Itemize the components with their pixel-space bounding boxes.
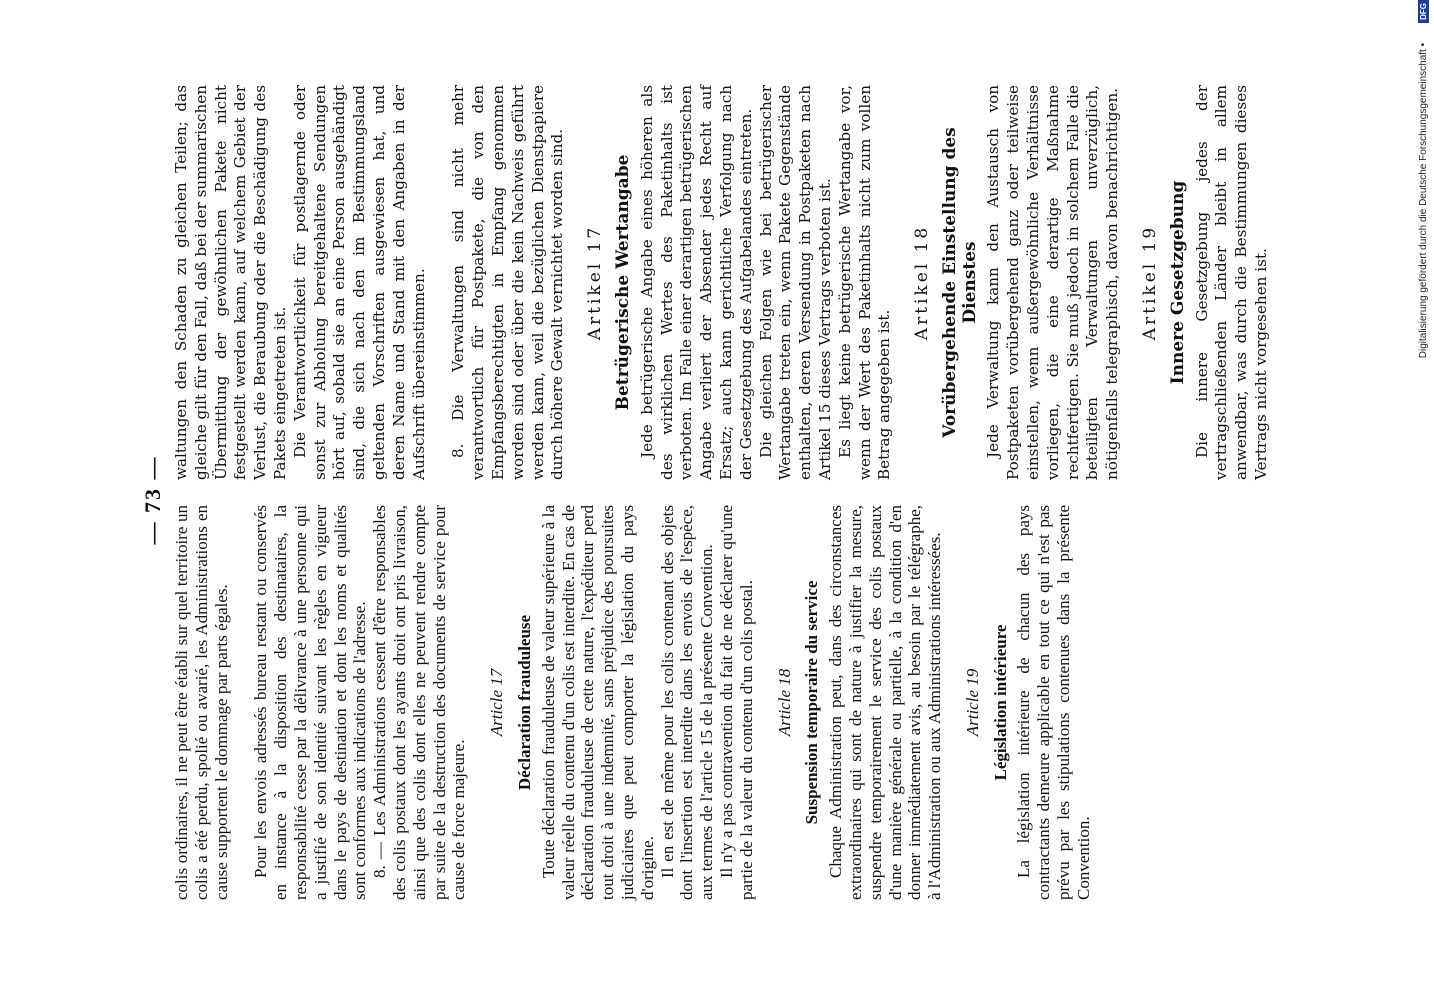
de-paragraph-continued: waltungen den Schaden zu gleichen Teilen; das gleiche gilt für den Fall, daß bei der summarischen Übermittlung der gewöhnlichen Pakete nicht festgestellt werden kann, auf welchem Gebiet der Verlust, die Beraubung oder die Beschädigung des Pakets eingetreten ist. [172, 85, 289, 480]
fr-article-17-p2: Il en est de même pour les colis contenant des objets dont l'insertion est interdite dans les envois de l'espèce, aux termes de l'article 15 de la présente Convention. [657, 505, 717, 900]
de-article-17-p3: Es liegt keine betrügerische Wertangabe vor, wenn der Wert des Paketinhalts nicht zum vollen Betrag angegeben ist. [835, 85, 894, 480]
fr-article-18-heading: Suspension temporaire du service [802, 580, 822, 825]
digitization-credit [1418, 0, 1429, 1000]
german-column [172, 85, 1272, 480]
fr-article-17-heading: Déclaration frauduleuse [514, 614, 534, 791]
fr-paragraph-continued: colis ordinaires, il ne peut être établi sur quel territoire un colis a été perdu, spolié ou avarié, les Administrations en cause supportent le dommage par parts égales. [172, 505, 231, 900]
fr-article-18-p1: Chaque Administration peut, dans des circonstances extraordinaires qui sont de nature à justifier la mesure, suspendre temporairement le service des colis postaux d'une manière générale ou partielle, à la condition d'en donner immédiatement avis, au besoin par le télégraphe, à l'Administration ou aux Administrations intéressées. [826, 505, 945, 900]
french-column [172, 505, 1094, 900]
page-number: — 73 — [140, 455, 165, 545]
de-article-17-p2: Die gleichen Folgen wie bei betrügerischer Wertangabe treten ein, wenn Pakete Gegenstände enthalten, deren Versendung in Postpaketen nach Artikel 15 dieses Vertrags verboten ist. [756, 85, 834, 480]
de-paragraph-8: 8. Die Verwaltungen sind nicht mehr verantwortlich für Postpakete, die von den Empfangsberechtigten in Empfang genommen worden sind oder über die kein Nachweis geführt werden kann, weil die bezüglichen Dienstpapiere durch höhere Gewalt vernichtet worden sind. [449, 85, 567, 480]
de-article-18-heading: Vorübergehende Einstellung des Dienstes [939, 127, 980, 438]
de-article-19-p1: Die innere Gesetzgebung jedes der vertragschließenden Länder bleibt in allem anwendbar, was durch die Bestimmungen dieses Vertrags nicht vorgesehen ist. [1192, 85, 1271, 480]
de-article-17-heading: Betrügerische Wertangabe [612, 154, 633, 411]
de-article-17-p1: Jede betrügerische Angabe eines höheren als des wirklichen Wertes des Paketinhalts ist verboten. Im Falle einer derartigen betrügerischen Angabe verliert der Absender jedes Recht auf Ersatz; auch kann gerichtliche Verfolgung nach der Gesetzgebung des Aufgabelandes eintreten. [637, 85, 755, 480]
de-article-19-title: Artikel 19 [1140, 224, 1161, 341]
de-article-17-title: Artikel 17 [585, 224, 606, 341]
fr-article-18-title: Article 18 [774, 668, 794, 737]
dfg-logo-icon: DFG [1418, 0, 1429, 23]
de-article-19-heading: Innere Gesetzgebung [1167, 180, 1188, 385]
fr-article-17-p3: Il n'y a pas contravention du fait de ne déclarer qu'une partie de la valeur du contenu d'un colis postal. [716, 505, 756, 900]
de-article-18-p1: Jede Verwaltung kann den Austausch von Postpaketen vorübergehend ganz oder teilweise einstellen, wenn außergewöhnliche Verhältnisse vorliegen, die eine derartige Maßnahme rechtfertigen. Sie muß jedoch in solchem Falle die beteiligten Verwaltungen unverzüglich, nötigenfalls telegraphisch, davon benachrichtigen. [984, 85, 1122, 480]
credit-text: Digitalisierung gefördert durch die Deutsche Forschungsgemeinschaft • [1418, 42, 1430, 359]
de-paragraph-verantwortlichkeit: Die Verantwortlichkeit für postlagernde oder sonst zur Abholung bereitgehaltene Sendungen hört auf, sobald sie an eine Person ausgehändigt sind, die sich nach den im Bestimmungsland geltenden Vorschriften ausgewiesen hat, und deren Name und Stand mit den Angaben in der Aufschrift übereinstimmen. [290, 85, 428, 480]
fr-article-19-p1: La législation intérieure de chacun des pays contractants demeure applicable en tout ce qui n'est pas prévu par les stipulations contenues dans la présente Convention. [1014, 505, 1093, 900]
de-article-18-title: Artikel 18 [912, 224, 933, 341]
fr-paragraph-8: 8. — Les Administrations cessent d'être responsables des colis postaux dont les ayants droit ont pris livraison, ainsi que des colis dont elles ne peuvent rendre compte par suite de la destruction des documents de service pour cause de force majeure. [370, 505, 469, 900]
fr-paragraph-envois: Pour les envois adressés bureau restant ou conservés en instance à la disposition des destinataires, la responsabilité cesse par la délivrance à une personne qui a justifié de son identité suivant les règles en vigueur dans le pays de destination et dont les noms et qualités sont conformes aux indications de l'adresse. [251, 505, 370, 900]
fr-article-17-p1: Toute déclaration frauduleuse de valeur supérieure à la valeur réelle du contenu d'un colis est interdite. En cas de déclaration frauduleuse de cette nature, l'expéditeur perd tout droit à une indemnité, sans préjudice des poursuites judiciaires que peut comporter la législation du pays d'origine. [538, 505, 657, 900]
fr-article-19-title: Article 19 [962, 668, 982, 737]
fr-article-17-title: Article 17 [487, 668, 507, 737]
fr-article-19-heading: Législation intérieure [990, 624, 1010, 781]
